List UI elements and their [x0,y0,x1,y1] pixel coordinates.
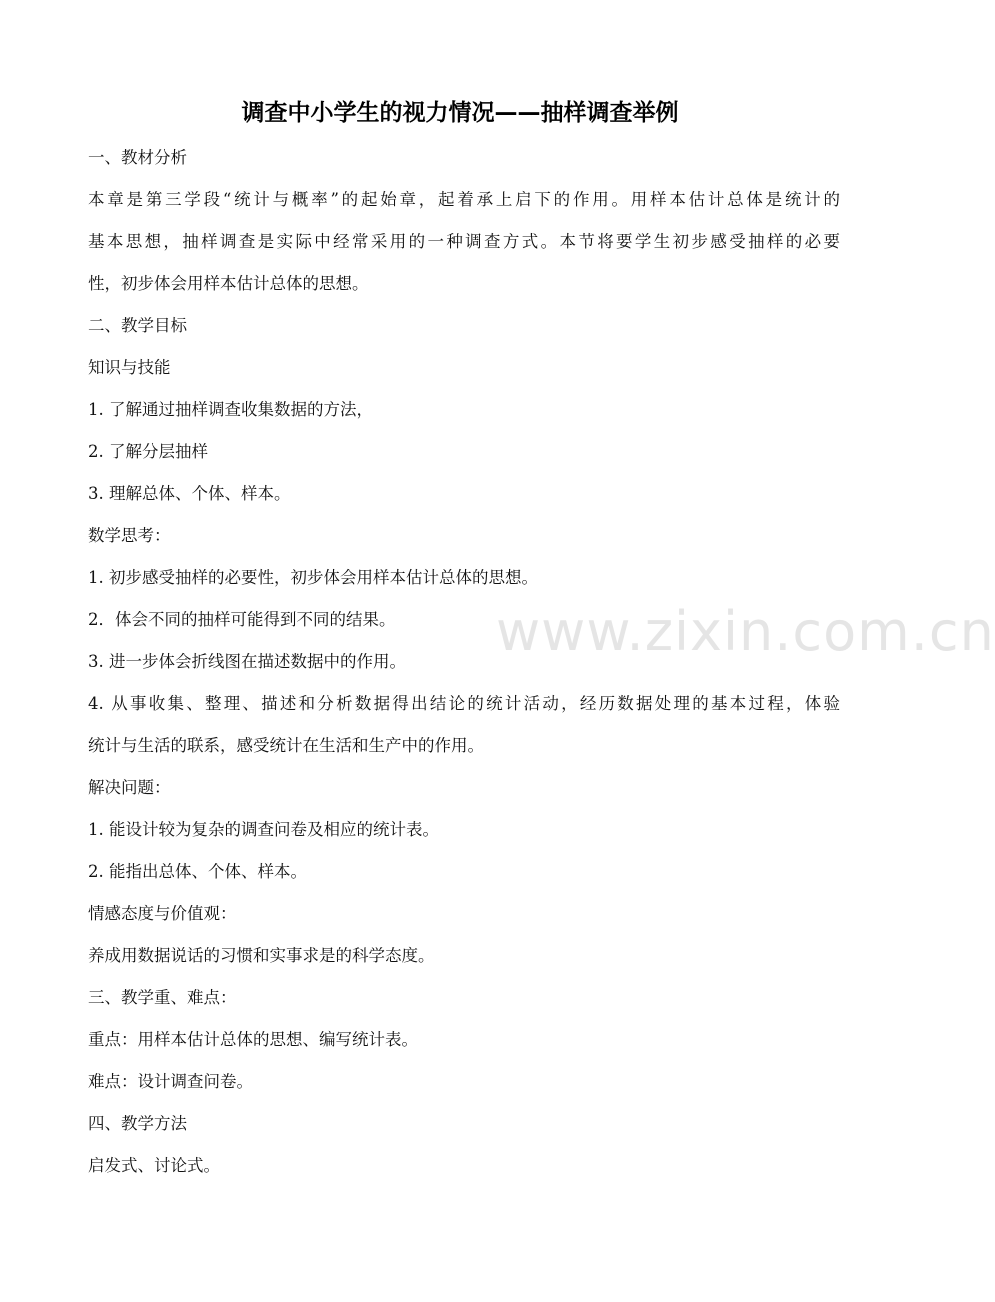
subheading-attitudes-and-values: 情感态度与价值观： [88,904,237,923]
section-heading-teaching-material-analysis: 一、教材分析 [88,148,187,167]
list-item: 1. 了解通过抽样调查收集数据的方法， [88,400,373,419]
section-heading-teaching-objectives: 二、教学目标 [88,316,187,335]
list-item: 2．体会不同的抽样可能得到不同的结果。 [88,610,396,629]
key-point-text: 重点：用样本估计总体的思想、编写统计表。 [88,1030,418,1049]
section-heading-key-and-difficult-points: 三、教学重、难点： [88,988,237,1007]
list-item: 2. 能指出总体、个体、样本。 [88,862,307,881]
document-title: 调查中小学生的视力情况——抽样调查举例 [241,100,679,126]
paragraph-line: 养成用数据说话的习惯和实事求是的科学态度。 [88,946,435,965]
paragraph-line: 性，初步体会用样本估计总体的思想。 [88,274,369,293]
subheading-knowledge-and-skills: 知识与技能 [88,358,171,377]
list-item: 3. 进一步体会折线图在描述数据中的作用。 [88,652,406,671]
watermark: www.zixin.com.cn [496,600,995,663]
list-item: 4. 从事收集、整理、描述和分析数据得出结论的统计活动，经历数据处理的基本过程，体验 [88,694,840,713]
section-heading-teaching-methods: 四、教学方法 [88,1114,187,1133]
subheading-problem-solving: 解决问题： [88,778,171,797]
teaching-methods-text: 启发式、讨论式。 [88,1156,220,1175]
subheading-math-thinking: 数学思考： [88,526,171,545]
list-item-continuation: 统计与生活的联系，感受统计在生活和生产中的作用。 [88,736,484,755]
difficult-point-text: 难点：设计调查问卷。 [88,1072,253,1091]
list-item: 2. 了解分层抽样 [88,442,208,461]
paragraph-line: 基本思想，抽样调查是实际中经常采用的一种调查方式。本节将要学生初步感受抽样的必要 [88,232,840,251]
list-item: 1. 能设计较为复杂的调查问卷及相应的统计表。 [88,820,439,839]
list-item: 3. 理解总体、个体、样本。 [88,484,291,503]
list-item: 1. 初步感受抽样的必要性，初步体会用样本估计总体的思想。 [88,568,538,587]
paragraph-line: 本章是第三学段“统计与概率”的起始章，起着承上启下的作用。用样本估计总体是统计的 [88,190,840,209]
